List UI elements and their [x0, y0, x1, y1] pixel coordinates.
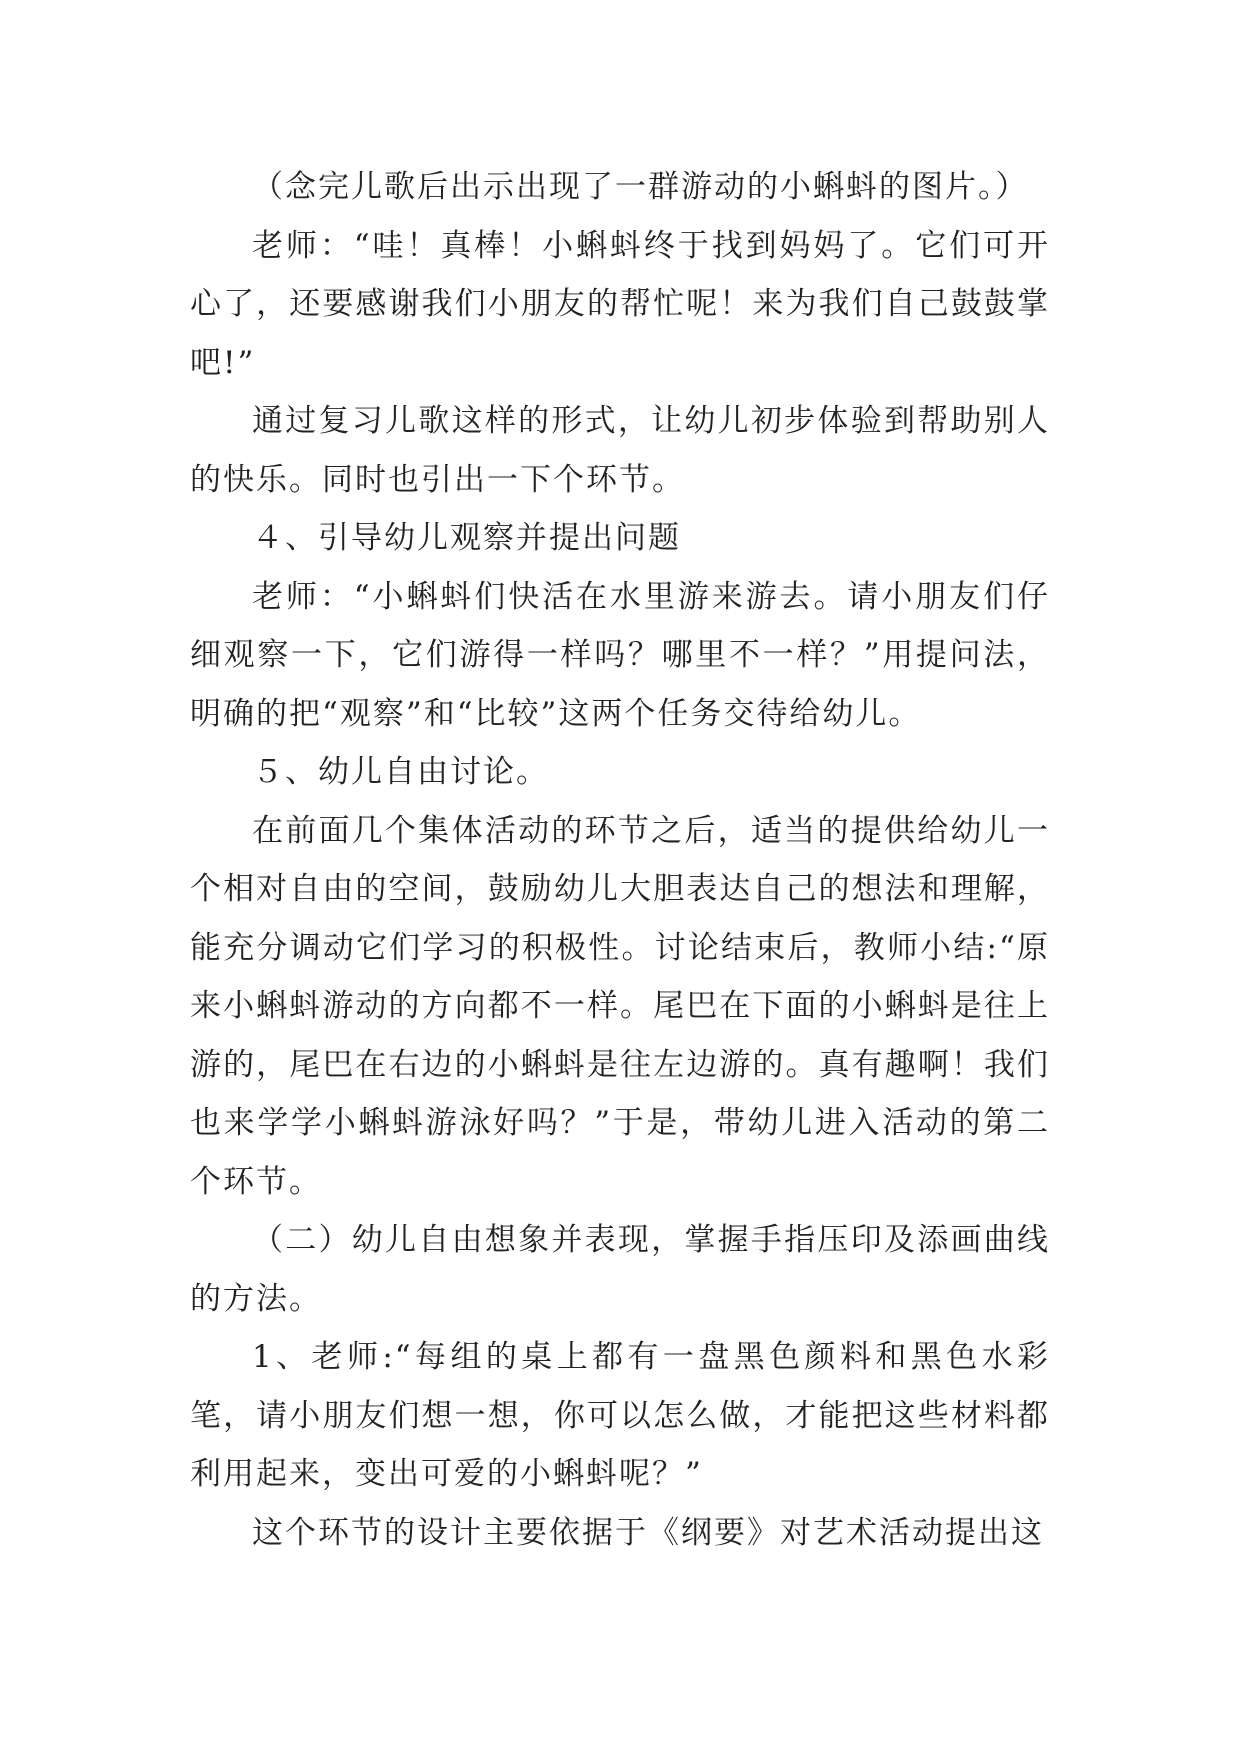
paragraph-teacher-praise: 老师：“哇！真棒！小蝌蚪终于找到妈妈了。它们可开心了，还要感谢我们小朋友的帮忙呢！来为我们自己鼓鼓掌吧!” [190, 227, 1050, 381]
heading-section-2: （二）幼儿自由想象并表现，掌握手指压印及添画曲线的方法。 [190, 1222, 1050, 1317]
paragraph-intro-picture: （念完儿歌后出示出现了一群游动的小蝌蚪的图片。） [252, 169, 1029, 205]
document-body [190, 158, 1050, 1562]
paragraph-teacher-question: 老师：“小蝌蚪们快活在水里游来游去。请小朋友们仔细观察一下，它们游得一样吗？哪里不一样？”用提问法，明确的把“观察”和“比较”这两个任务交待给幼儿。 [190, 578, 1050, 732]
paragraph-design-basis: 这个环节的设计主要依据于《纲要》对艺术活动提出这 [252, 1514, 1044, 1551]
paragraph-teacher-materials: 1、老师:“每组的桌上都有一盘黑色颜料和黑色水彩笔，请小朋友们想一想，你可以怎么做，才能把这些材料都利用起来，变出可爱的小蝌蚪呢？” [190, 1339, 1050, 1492]
heading-step-5: ５、幼儿自由讨论。 [252, 754, 549, 790]
paragraph-review-song: 通过复习儿歌这样的形式，让幼儿初步体验到帮助别人的快乐。同时也引出一下个环节。 [190, 403, 1050, 498]
heading-step-4: ４、引导幼儿观察并提出问题 [252, 520, 681, 556]
paragraph-free-discussion: 在前面几个集体活动的环节之后，适当的提供给幼儿一个相对自由的空间，鼓励幼儿大胆表达自己的想法和理解，能充分调动它们学习的积极性。讨论结束后，教师小结:“原来小蝌蚪游动的方向都不一样。尾巴在下面的小蝌蚪是往上游的，尾巴在右边的小蝌蚪是往左边游的。真有趣啊！我们也来学学小蝌蚪游泳好吗？”于是，带幼儿进入活动的第二个环节。 [190, 812, 1050, 1200]
